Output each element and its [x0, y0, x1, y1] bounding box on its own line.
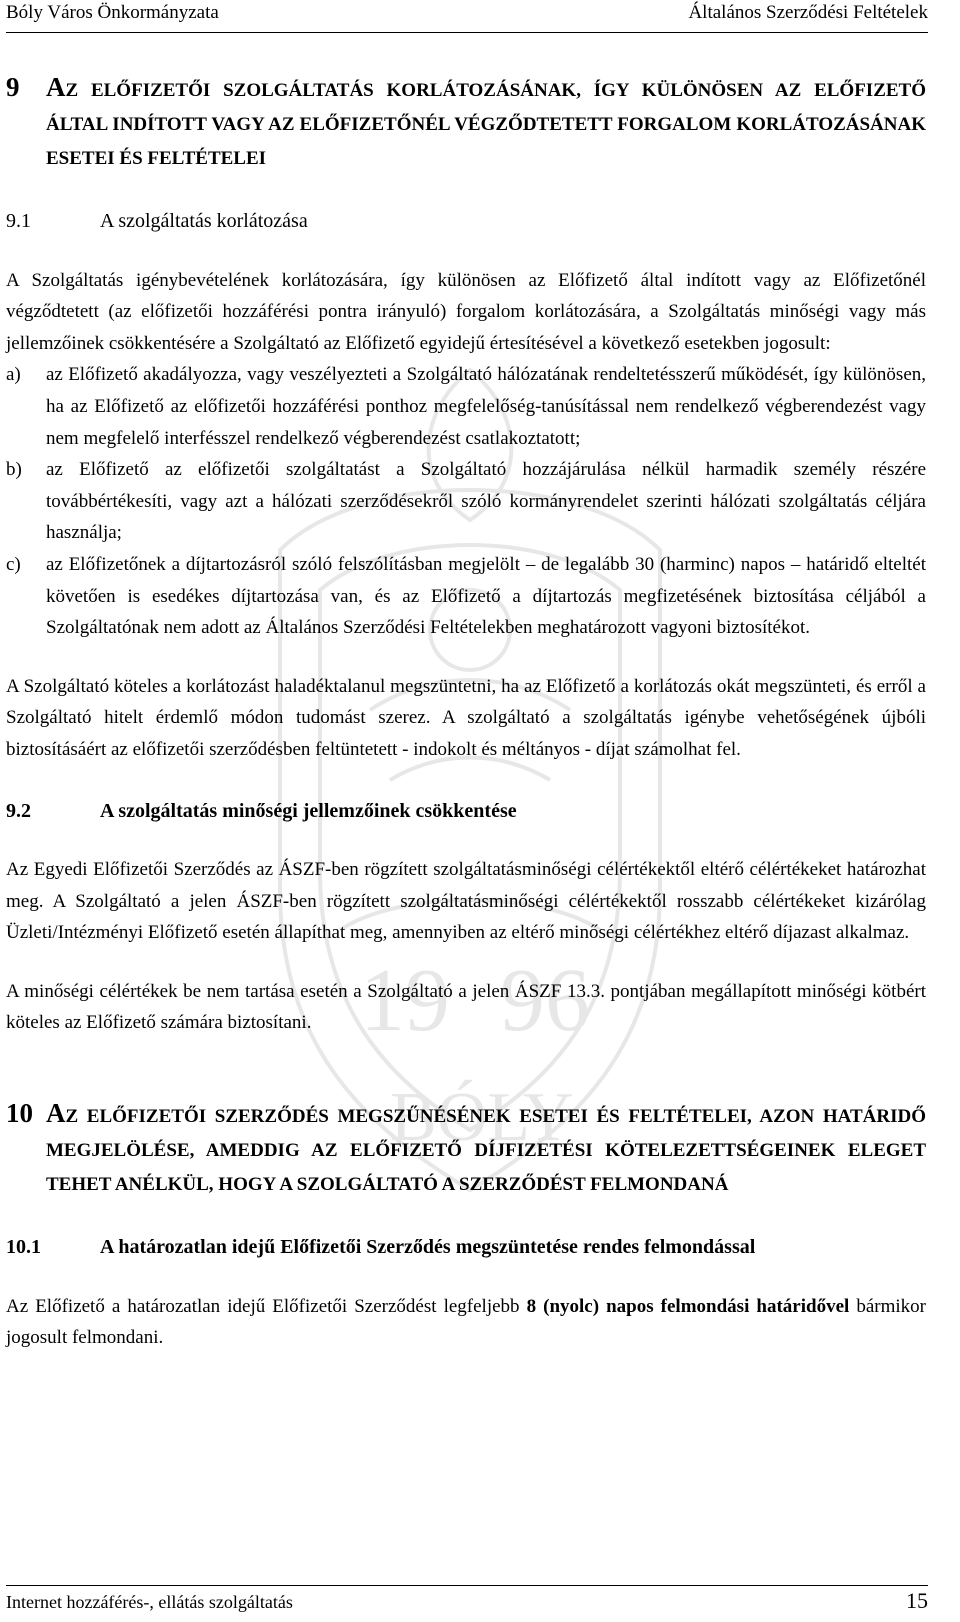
section-10-1-heading	[6, 1232, 926, 1264]
chapter-9-heading	[6, 70, 926, 176]
list-item	[6, 359, 926, 454]
section-9-1-closing: A Szolgáltató köteles a korlátozást haladéktalanul megszüntetni, ha az Előfizető a korlátozás okát megszünteti, és erről a Szolgáltató hitelt érdemlő módon tudomást szerez. A szolgáltató a szolgáltatás igénybe vehetőségének újbóli biztosításáért az előfizetői szerződésben feltüntetett - indokolt és méltányos - díjat számolhat fel.	[6, 675, 926, 760]
list-item	[6, 454, 926, 549]
page-number: 15	[906, 1588, 928, 1613]
chapter-9-title: AZ ELŐFIZETŐI SZOLGÁLTATÁS KORLÁTOZÁSÁNAK, ÍGY KÜLÖNÖSEN AZ ELŐFIZETŐ ÁLTAL INDÍTOTT VAGY AZ ELŐFIZETŐNÉL VÉGZŐDTETETT FORGALOM KORLÁTOZÁSÁNAK ESETEI ÉS FELTÉTELEI	[46, 72, 926, 169]
section-9-1-heading	[6, 206, 926, 238]
section-10-1-title: A határozatlan idejű Előfizetői Szerződés megszüntetése rendes felmondással	[100, 1236, 756, 1259]
chapter-9-number: 9	[6, 72, 20, 102]
chapter-10-heading	[6, 1096, 926, 1202]
footer-left: Internet hozzáférés-, ellátás szolgáltatás	[6, 1592, 293, 1612]
page-header	[6, 2, 928, 33]
section-9-2-heading	[6, 796, 926, 828]
section-9-2-paragraph-2: A minőségi célértékek be nem tartása esetén a Szolgáltató a jelen ÁSZF 13.3. pontjában megállapított minőségi kötbért köteles az Előfizető számára biztosítani.	[6, 980, 926, 1034]
restriction-cases-list	[6, 359, 926, 643]
section-9-2-paragraph-1: Az Egyedi Előfizetői Szerződés az ÁSZF-ben rögzített szolgáltatásminőségi célértékektől eltérő célértékeket határozhat meg. A Szolgáltató a jelen ÁSZF-ben rögzített szolgáltatásminőségi célértékektől rosszabb célértékeket kizárólag Üzleti/Intézményi Előfizető esetén állapíthat meg, amennyiben az eltérő minőségi célértékhez eltérő díjazast alkalmaz.	[6, 859, 926, 944]
chapter-10-title: AZ ELŐFIZETŐI SZERZŐDÉS MEGSZŰNÉSÉNEK ESETEI ÉS FELTÉTELEI, AZON HATÁRIDŐ MEGJELÖLÉSE, AMEDDIG AZ ELŐFIZETŐ DÍJFIZETÉSI KÖTELEZETTSÉGEINEK ELEGET TEHET ANÉLKÜL, HOGY A SZOLGÁLTATÓ A SZERZŐDÉST FELMONDANÁ	[46, 1098, 926, 1196]
list-item-text: az Előfizető az előfizetői szolgáltatást a Szolgáltató hozzájárulása nélkül harmadik személy részére továbbértékesíti, vagy azt a hálózati szerződésekről szóló kormányrendelet szerinti hálózati szolgáltatás céljára használja;	[46, 459, 926, 544]
watermark-town: BÓLY	[390, 1079, 574, 1156]
section-9-1-number: 9.1	[6, 210, 31, 232]
list-marker: b)	[6, 459, 22, 481]
list-item-text: az Előfizető akadályozza, vagy veszélyezteti a Szolgáltató hálózatának rendeltetésszerű működését, így különösen, ha az Előfizető az előfizetői hozzáférési ponthoz megfelelőség-tanúsítással nem rendelkező végberendezést vagy nem megfelelő interfésszel rendelkező végberendezést csatlakoztatott;	[46, 364, 926, 449]
section-9-1-title: A szolgáltatás korlátozása	[100, 210, 308, 232]
chapter-10-number: 10	[6, 1098, 33, 1129]
section-10-1-number: 10.1	[6, 1236, 41, 1259]
list-item	[6, 549, 926, 644]
list-marker: a)	[6, 364, 21, 386]
watermark-year-right: 96	[500, 951, 590, 1050]
list-marker: c)	[6, 553, 21, 575]
section-10-1-text-bold: 8 (nyolc) napos felmondási határidővel	[526, 1295, 850, 1317]
watermark-year-left: 19	[360, 951, 450, 1050]
section-9-1-intro: A Szolgáltatás igénybevételének korlátozására, így különösen az Előfizető által indított vagy az Előfizetőnél végződtetett (az előfizetői hozzáférési pontra irányuló) forgalom korlátozására, a Szolgáltatás minőségi vagy más jellemzőinek csökkentésére a Szolgáltató az Előfizető egyidejű értesítésével a következő esetekben jogosult:	[6, 269, 926, 354]
section-9-2-number: 9.2	[6, 799, 31, 822]
section-10-1-paragraph	[6, 1291, 926, 1354]
header-right: Általános Szerződési Feltételek	[688, 2, 928, 23]
section-10-1-text-end: bármikor jogosult felmondani.	[6, 1295, 926, 1349]
header-left: Bóly Város Önkormányzata	[6, 2, 219, 23]
page-footer	[6, 1585, 928, 1614]
section-10-1-text-start: Az Előfizető a határozatlan idejű Előfizetői Szerződést legfeljebb	[6, 1295, 527, 1317]
section-9-2-title: A szolgáltatás minőségi jellemzőinek csökkentése	[100, 799, 517, 822]
document-body	[6, 70, 926, 1354]
list-item-text: az Előfizetőnek a díjtartozásról szóló felszólításban megjelölt – de legalább 30 (harminc) napos – határidő elteltét követően is esedékes díjtartozása van, és az Előfizető a díjtartozás megfizetésének biztosítása céljából a Szolgáltatónak nem adott az Általános Szerződési Feltételekben meghatározott vagyoni biztosítékot.	[46, 553, 926, 639]
